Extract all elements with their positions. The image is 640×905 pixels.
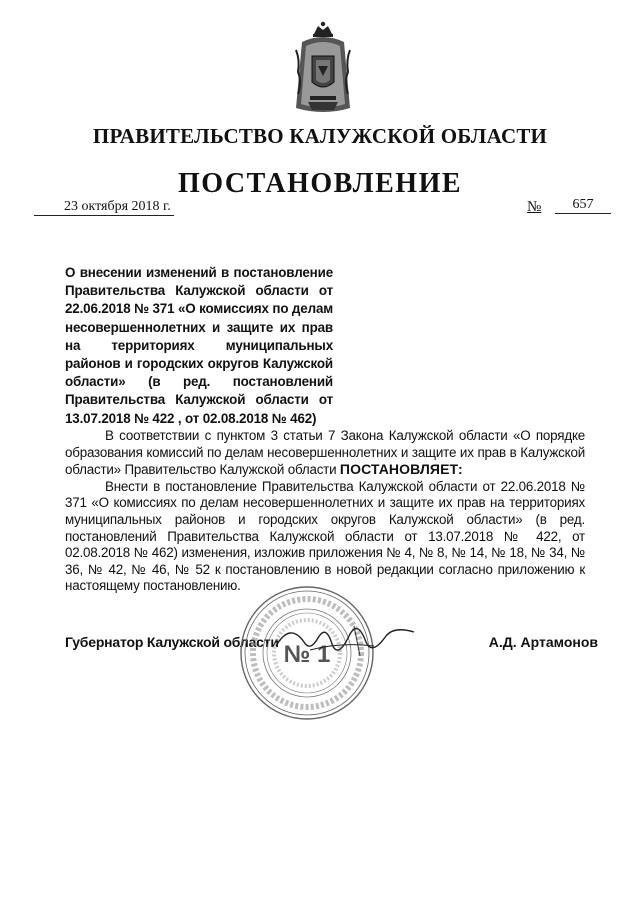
document-date: 23 октября 2018 г. [34, 199, 174, 216]
number-sign: № [527, 199, 542, 215]
coat-of-arms-icon [292, 20, 354, 116]
document-number [527, 196, 617, 218]
decree-paragraph: Внести в постановление Правительства Калужской области от 22.06.2018 № 371 «О комиссиях по делам несовершеннолетних и защите их прав на территориях муниципальных районов и городских округов Калужской области» (в ред. постановлений Правительства Калужской области от 13.07.2018 № 422, от 02.08.2018 № 462) изменения, изложив приложения № 4, № 8, № 14, № 18, № 34, № 36, № 42, № 46, № 52 к постановлению в новой редакции согласно приложению к настоящему постановлению. [65, 478, 585, 594]
signatory-name: А.Д. Артамонов [488, 634, 598, 650]
number-value: 657 [555, 196, 611, 214]
seal-number: № 1 [283, 641, 331, 668]
decree-word: ПОСТАНОВЛЯЕТ: [339, 461, 463, 478]
government-title: ПРАВИТЕЛЬСТВО КАЛУЖСКОЙ ОБЛАСТИ [92, 124, 548, 148]
document-subject: О внесении изменений в постановление Правительства Калужской области от 22.06.2018 № 371 «О комиссиях по делам несовершеннолетних и защите их прав на территориях муниципальных районов и городских округов Калужской области» (в ред. постановлений Правительства Калужской области от 13.07.2018 № 422 , от 02.08.2018 № 462) [65, 265, 333, 426]
signatory-position: Губернатор Калужской области [65, 634, 279, 650]
handwritten-signature [270, 612, 420, 672]
preamble-text: В соответствии с пунктом 3 статьи 7 Закона Калужской области «О порядке образования комиссий по делам несовершеннолетних и защите их прав в Калужской области» Правительство Калужской области [65, 428, 585, 478]
preamble-paragraph [65, 428, 585, 479]
document-body [65, 428, 585, 595]
document-type-heading: ПОСТАНОВЛЕНИЕ [177, 168, 463, 199]
